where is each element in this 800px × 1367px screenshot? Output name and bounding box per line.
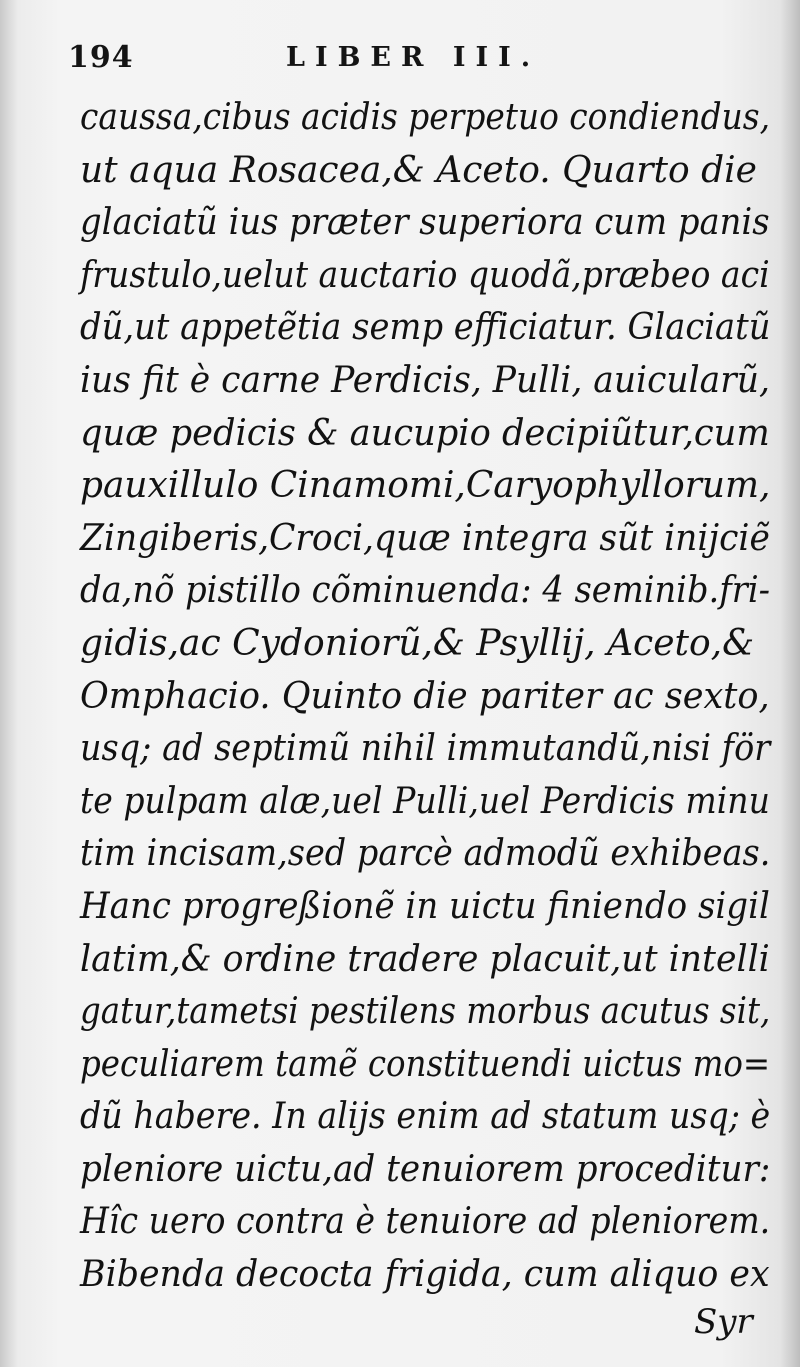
text-line: gidis,ac Cydoniorũ,& Psyllij, Aceto,& <box>80 622 755 664</box>
text-line: Omphacio. Quinto die pariter ac sexto, <box>80 675 770 717</box>
text-line: quæ pedicis & aucupio decipiũtur,cum <box>80 412 770 454</box>
text-line: pauxillulo Cinamomi,Caryophyllorum, <box>80 465 771 507</box>
text-line: da,nõ pistillo cõminuenda: 4 seminib.fri- <box>80 570 770 612</box>
running-head: LIBER III. <box>286 42 541 73</box>
catchword: Syr <box>694 1302 753 1342</box>
text-line: Hîc uero contra è tenuiore ad pleniorem. <box>80 1201 771 1243</box>
text-line: frustulo,uelut auctario quodã,præbeo aci <box>80 254 770 296</box>
text-line: Bibenda decocta frigida, cum aliquo ex <box>80 1254 770 1296</box>
page-number: 194 <box>68 40 134 75</box>
text-line: latim,& ordine tradere placuit,ut intelli <box>80 938 770 980</box>
text-line: Zingiberis,Croci,quæ integra sũt inijciẽ <box>80 517 770 559</box>
text-line: pleniore uictu,ad tenuiorem proceditur: <box>80 1148 771 1190</box>
text-line: gatur,tametsi pestilens morbus acutus sit, <box>80 991 771 1033</box>
text-line: tim incisam,sed parcè admodũ exhibeas. <box>80 833 771 875</box>
body-text <box>80 92 770 1302</box>
page-header <box>64 38 764 88</box>
text-line: dũ,ut appetẽtia semp efficiatur. Glaciatũ <box>80 307 771 349</box>
text-line: caussa,cibus acidis perpetuo condiendus, <box>80 97 771 138</box>
text-line: te pulpam alæ,uel Pulli,uel Perdicis minu <box>80 780 770 822</box>
text-line: dũ habere. In alijs enim ad statum usq; è <box>80 1096 771 1138</box>
text-line: peculiarem tamẽ constituendi uictus mo= <box>80 1043 771 1085</box>
text-line: ius fit è carne Perdicis, Pulli, auicularũ, <box>80 359 770 401</box>
text-line: glaciatũ ius præter superiora cum panis <box>80 202 770 244</box>
text-line: usq; ad septimũ nihil immutandũ,nisi för <box>80 728 771 770</box>
text-line: Hanc progreßionẽ in uictu finiendo sigil <box>80 885 770 927</box>
text-line: ut aqua Rosacea,& Aceto. Quarto die <box>80 149 757 191</box>
